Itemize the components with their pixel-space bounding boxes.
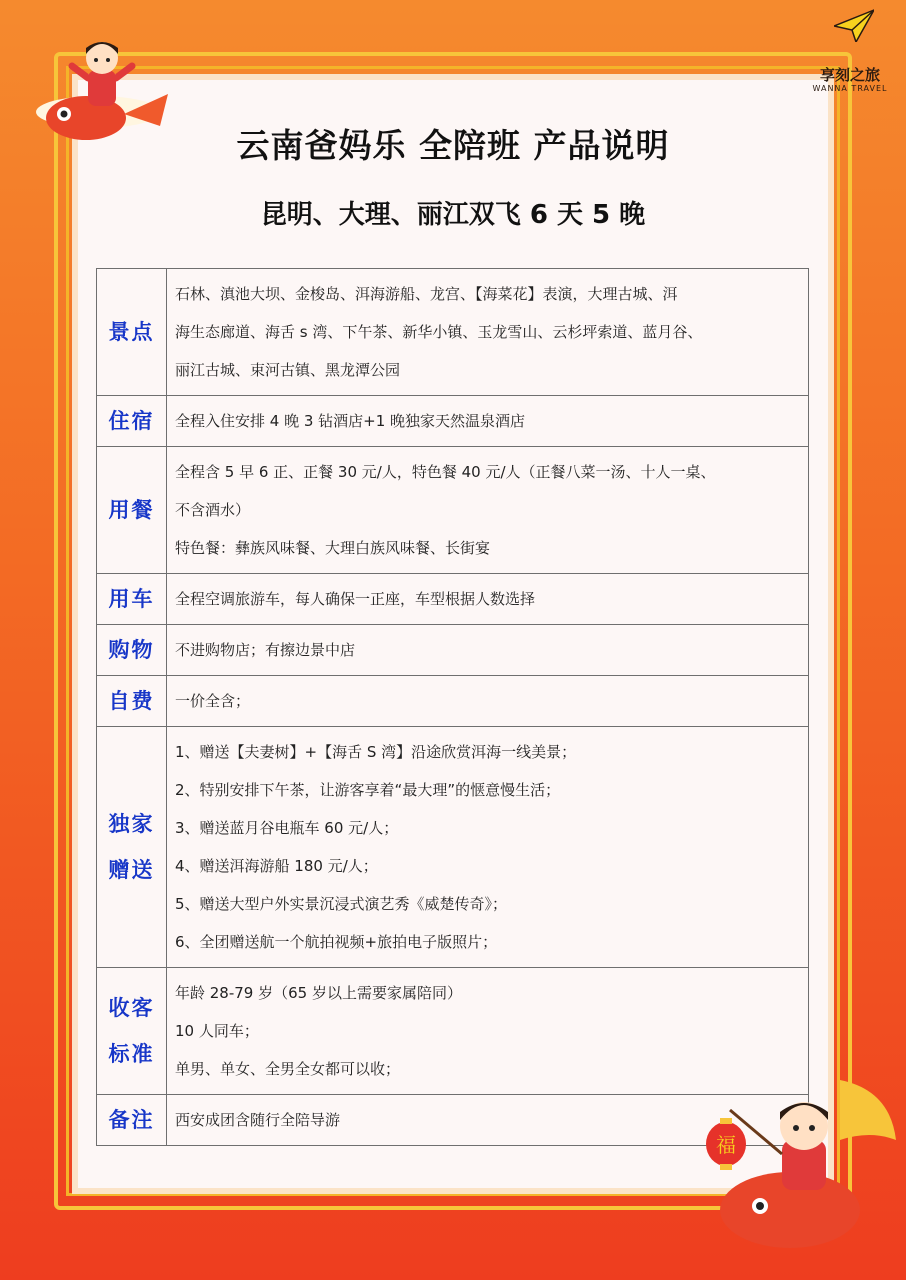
row-content-line: 10 人同车；	[175, 1022, 259, 1040]
row-content-line: 2、特别安排下午茶，让游客享着“最大理”的惬意慢生活；	[175, 781, 561, 799]
info-row	[97, 676, 809, 727]
row-label	[97, 676, 167, 727]
row-label-text: 标准	[108, 1042, 155, 1066]
row-label	[97, 447, 167, 574]
row-content-line: 一价全含；	[175, 692, 251, 710]
row-label-text: 住宿	[108, 409, 155, 433]
brand-subtitle: WANNA TRAVEL	[812, 84, 888, 93]
row-label-text: 自费	[108, 689, 155, 713]
info-row	[97, 396, 809, 447]
row-content	[167, 269, 809, 396]
row-content-line: 单男、单女、全男全女都可以收；	[175, 1060, 401, 1078]
page-title: 云南爸妈乐 全陪班 产品说明	[236, 126, 670, 165]
brand-logo	[804, 8, 896, 94]
info-row	[97, 625, 809, 676]
row-content-line: 全程空调旅游车，每人确保一正座，车型根据人数选择	[175, 590, 536, 608]
info-row	[97, 269, 809, 396]
row-label	[97, 727, 167, 968]
row-label	[97, 968, 167, 1095]
paper-plane-icon	[834, 8, 874, 42]
row-label	[97, 625, 167, 676]
row-content-line: 4、赠送洱海游船 180 元/人；	[175, 857, 378, 875]
row-label-text: 景点	[108, 320, 155, 344]
row-content-line: 不含酒水）	[175, 501, 251, 519]
row-content	[167, 447, 809, 574]
info-row	[97, 574, 809, 625]
row-label	[97, 574, 167, 625]
boy-with-lantern-icon	[690, 1070, 896, 1250]
row-content-line: 丽江古城、束河古镇、黑龙潭公园	[175, 361, 401, 379]
brand-name: 享刻之旅	[819, 66, 880, 84]
row-content-line: 特色餐：彝族风味餐、大理白族风味餐、长街宴	[175, 539, 491, 557]
row-content-line: 5、赠送大型户外实景沉浸式演艺秀《威楚传奇》；	[175, 895, 508, 913]
row-content	[167, 676, 809, 727]
row-content	[167, 727, 809, 968]
lantern-character: 福	[716, 1133, 736, 1157]
row-content	[167, 396, 809, 447]
row-label-text: 备注	[108, 1108, 155, 1132]
row-label	[97, 1095, 167, 1146]
row-content-line: 1、赠送【夫妻树】+【海舌 S 湾】沿途欣赏洱海一线美景；	[175, 743, 577, 761]
info-row	[97, 447, 809, 574]
row-content-line: 西安成团含随行全陪导游	[175, 1111, 341, 1129]
row-label-text: 用车	[108, 587, 155, 611]
row-label-text: 赠送	[108, 858, 155, 882]
row-content-line: 6、全团赠送航一个航拍视频+旅拍电子版照片；	[175, 933, 498, 951]
row-content-line: 不进购物店；有擦边景中店	[175, 641, 356, 659]
row-label-text: 收客	[108, 996, 155, 1020]
row-content-line: 石林、滇池大坝、金梭岛、洱海游船、龙宫、【海菜花】表演，大理古城、洱	[175, 285, 678, 303]
row-label	[97, 396, 167, 447]
row-content-line: 海生态廊道、海舌 s 湾、下午茶、新华小镇、玉龙雪山、云杉坪索道、蓝月谷、	[175, 323, 703, 341]
product-info-table	[96, 268, 809, 1146]
row-content	[167, 574, 809, 625]
row-label-text: 购物	[108, 638, 155, 662]
page-subtitle: 昆明、大理、丽江双飞 6 天 5 晚	[260, 200, 646, 230]
row-label-text: 独家	[108, 812, 155, 836]
row-content-line: 全程含 5 早 6 正、正餐 30 元/人，特色餐 40 元/人（正餐八菜一汤、十人一桌、	[175, 463, 716, 481]
row-content-line: 全程入住安排 4 晚 3 钻酒店+1 晚独家天然温泉酒店	[175, 412, 526, 430]
info-row	[97, 727, 809, 968]
row-content	[167, 625, 809, 676]
row-content-line: 年龄 28-79 岁（65 岁以上需要家属陪同）	[175, 984, 462, 1002]
row-label	[97, 269, 167, 396]
row-label-text: 用餐	[108, 498, 155, 522]
row-content-line: 3、赠送蓝月谷电瓶车 60 元/人；	[175, 819, 399, 837]
